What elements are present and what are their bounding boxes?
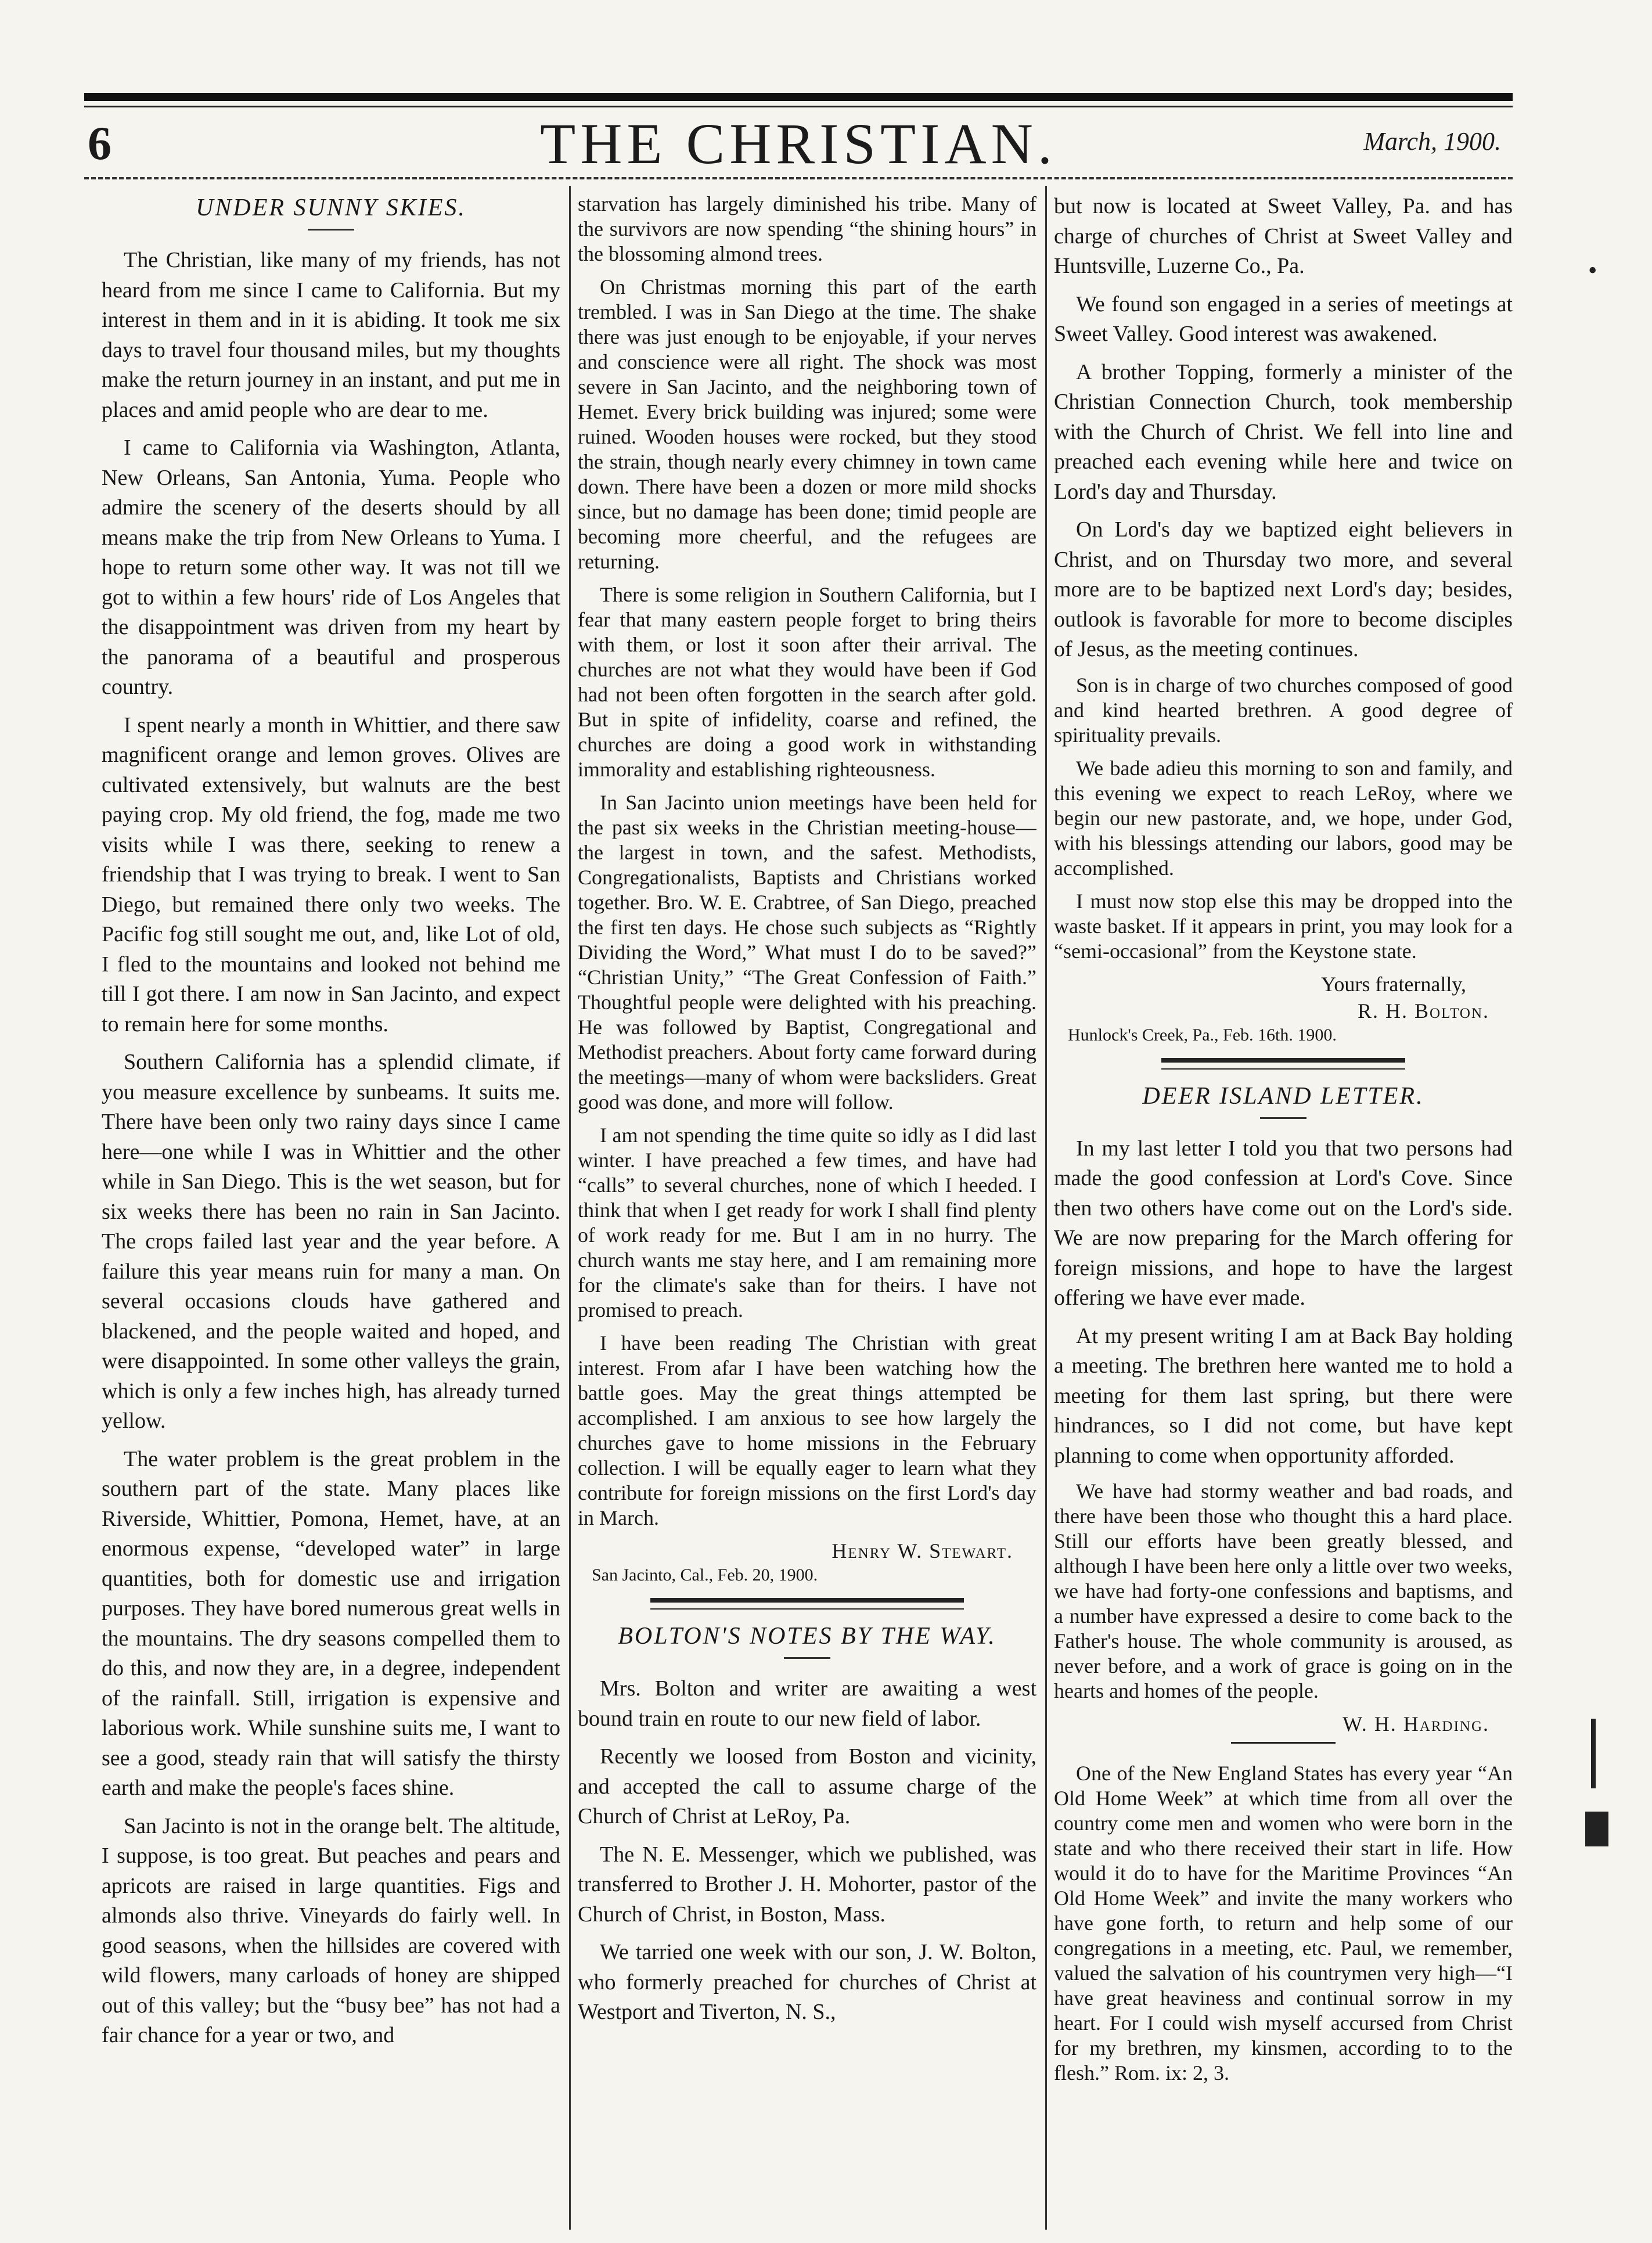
article-paragraph: On Christmas morning this part of the earth trembled. I was in San Diego at the time. The shake there was just enough to be enjoyable, if your nerves and conscience were all right. The shock was most severe in San Jacinto, and the neighboring town of Hemet. Every brick building was injured; some were ruined. Wooden houses were rocked, but they stood the strain, though nearly every chimney in town came down. There have been a dozen or more mild shocks since, but no damage has been done; timid people are becoming more cheerful, and the refugees are returning. (578, 275, 1036, 573)
article-separator (650, 1598, 964, 1610)
author-signature: Henry W. Stewart. (832, 1539, 1013, 1562)
margin-scan-mark: • (1588, 256, 1597, 285)
column-rule-1 (569, 186, 571, 2230)
article-paragraph: starvation has largely diminished his tribe. Many of the survivors are now spending “the shining hours” in the blossoming almond trees. (578, 192, 1036, 265)
article-paragraph: We found son engaged in a series of meetings at Sweet Valley. Good interest was awakened. (1054, 291, 1513, 346)
article-paragraph: The Christian, like many of my friends, has not heard from me since I came to California. But my interest in them and in it is abiding. It took me six days to travel four thousand miles, but my thoughts make the return journey in an instant, and put me in places and amid people who are dear to me. (102, 248, 560, 422)
masthead (84, 110, 1513, 174)
article-paragraph: I came to California via Washington, Atlanta, New Orleans, San Antonia, Yuma. People who admire the scenery of the deserts should by all means make the trip from New Orleans to Yuma. I hope to return some other way. It was not till we got to within a few hours' ride of Los Angeles that the disappointment was driven from my heart by the panorama of a beautiful and prosperous country. (102, 435, 560, 699)
title-underline (1260, 1117, 1307, 1119)
article-paragraph: I am not spending the time quite so idly as I did last winter. I have preached a few times, and have had “calls” to several churches, none of which I heeded. I think that when I get ready for work I shall find plenty of work ready for me. But I am in no hurry. The church wants me stay here, and I am remaining more for the climate's sake than for theirs. I have not promised to preach. (578, 1124, 1036, 1322)
title-underline (784, 1657, 830, 1659)
closing-salutation: Yours fraternally, (1321, 972, 1466, 996)
masthead-heavy-rule (84, 93, 1513, 101)
article-separator (1161, 1058, 1405, 1070)
issue-date: March, 1900. (1363, 127, 1501, 156)
article-paragraph: At my present writing I am at Back Bay holding a meeting. The brethren here wanted me to hold a meeting for them last spring, but there were hindrances, so I did not come, but have kept planning to come when opportunity afforded. (1054, 1323, 1513, 1468)
article-paragraph: I must now stop else this may be dropped into the waste basket. If it appears in print, you may look for a “semi-occasional” from the Keystone state. (1054, 889, 1513, 963)
article-paragraph: On Lord's day we baptized eight believers in Christ, and on Thursday two more, and several more are to be baptized next Lord's day; besides, outlook is favorable for more to become disciples of Jesus, as the meeting continues. (1054, 517, 1513, 661)
article-paragraph: but now is located at Sweet Valley, Pa. and has charge of churches of Christ at Sweet Valley and Huntsville, Luzerne Co., Pa. (1054, 194, 1513, 278)
article-paragraph: Mrs. Bolton and writer are awaiting a west bound train en route to our new field of labor. (578, 1676, 1036, 1731)
article-paragraph: Southern California has a splendid climate, if you measure excellence by sunbeams. It suits me. There have been only two rainy days since I came here—one while I was in Whittier and the other while in San Diego. This is the wet season, but for six weeks there has been no rain in San Jacinto. The crops failed last year and the year before. A failure this year means ruin for many a man. On several occasions clouds have gathered and blackened, and the people waited and hoped, and were disappointed. In some other valleys the grain, which is only a few inches high, has already turned yellow. (102, 1050, 560, 1433)
header-dashed-rule (84, 177, 1513, 179)
author-signature: W. H. Harding. (1343, 1712, 1489, 1736)
article-title-boltons-notes: BOLTON'S NOTES BY THE WAY. (618, 1623, 996, 1650)
article-paragraph: The water problem is the great problem in the southern part of the state. Many places like Riverside, Whittier, Pomona, Hemet, have, at an enormous expense, “developed water” in large quantities, both for domestic use and irrigation purposes. They have bored numerous great wells in the mountains. The dry seasons compelled them to do this, and now they are, in a degree, independent of the rainfall. Still, irrigation is expensive and laborious work. While sunshine suits me, I want to see a good, steady rain that will satisfy the thirsty earth and make the people's faces shine. (102, 1446, 560, 1800)
dateline: San Jacinto, Cal., Feb. 20, 1900. (592, 1565, 818, 1585)
author-signature: R. H. Bolton. (1358, 999, 1489, 1023)
article-paragraph: I have been reading The Christian with great interest. From afar I have been watching how the battle goes. May the great things attempted be accomplished. I am anxious to see how largely the churches gave to home missions in the February collection. I will be equally eager to learn what they contribute for foreign missions on the first Lord's day in March. (578, 1331, 1036, 1529)
article-paragraph: One of the New England States has every year “An Old Home Week” at which time from all over the country come men and women who were born in the state and who there received their start in life. How would it do to have for the Maritime Provinces “An Old Home Week” and invite the many workers who have gone forth, to return and help some of our congregations in a meeting, etc. Paul, we remember, valued the salvation of his countrymen very high—“I have great heaviness and continual sorrow in my heart. For I could wish myself accursed from Christ for my brethren, my kinsmen, according to to the flesh.” Rom. ix: 2, 3. (1054, 1762, 1513, 2084)
column-rule-2 (1045, 186, 1047, 2230)
column-1 (102, 192, 560, 2224)
article-paragraph: The N. E. Messenger, which we published, was transferred to Brother J. H. Mohorter, pastor of the Church of Christ, in Boston, Mass. (578, 1842, 1036, 1927)
article-paragraph: Recently we loosed from Boston and vicinity, and accepted the call to assume charge of the Church of Christ at LeRoy, Pa. (578, 1744, 1036, 1828)
article-title-under-sunny-skies: UNDER SUNNY SKIES. (196, 195, 466, 221)
article-paragraph: We have had stormy weather and bad roads, and there have been those who thought this a hard place. Still our efforts have been greatly blessed, and although I have been here only a little over two weeks, we have had forty-one confessions and baptisms, and a number have expressed a desire to come back to the Father's house. The whole community is aroused, as never before, and a work of grace is going on in the hearts and homes of the people. (1054, 1479, 1513, 1702)
page-number: 6 (88, 117, 111, 170)
article-separator (1231, 1742, 1336, 1744)
dateline: Hunlock's Creek, Pa., Feb. 16th. 1900. (1068, 1025, 1337, 1045)
article-paragraph: We tarried one week with our son, J. W. Bolton, who formerly preached for churches of Christ at Westport and Tiverton, N. S., (578, 1940, 1036, 2024)
article-paragraph: In my last letter I told you that two persons had made the good confession at Lord's Cove. Since then two others have come out on the Lord's side. We are now preparing for the March offering for foreign missions, and hope to have the largest offering we have ever made. (1054, 1136, 1513, 1310)
article-paragraph: I spent nearly a month in Whittier, and there saw magnificent orange and lemon groves. Olives are cultivated extensively, but walnuts are the best paying crop. My old friend, the fog, made me two visits while I was there, seeking to renew a friendship that I was trying to break. I went to San Diego, but remained there only two weeks. The Pacific fog still sought me out, and, like Lot of old, I fled to the mountains and looked not behind me till I got there. I am now in San Jacinto, and expect to remain here for some months. (102, 712, 560, 1036)
margin-scan-mark (1591, 1719, 1596, 1788)
article-paragraph: In San Jacinto union meetings have been held for the past six weeks in the Christian meeting-house—the largest in town, and the safest. Methodists, Congregationalists, Baptists and Christians worked together. Bro. W. E. Crabtree, of San Diego, preached the first ten days. He chose such subjects as “Rightly Dividing the Word,” What must I do to be saved?” “Christian Unity,” “The Great Confession of Faith.” Thoughtful people were delighted with his preaching. He was followed by Baptist, Congregational and Methodist preachers. About forty came forward during the meetings—many of whom were backsliders. Great good was done, and more will follow. (578, 791, 1036, 1114)
article-paragraph: There is some religion in Southern California, but I fear that many eastern people forget to bring theirs with them, or lost it soon after their arrival. The churches are not what they would have been if God had not been often forgotten in the search after gold. But in spite of infidelity, coarse and refined, the churches are doing a good work in withstanding immorality and establishing righteousness. (578, 583, 1036, 781)
article-paragraph: We bade adieu this morning to son and family, and this evening we expect to reach LeRoy, where we begin our new pastorate, and, we hope, under God, with his blessings attending our labors, good may be accomplished. (1054, 756, 1513, 880)
title-underline (308, 229, 354, 231)
masthead-thin-rule (84, 106, 1513, 107)
column-2 (578, 192, 1036, 2224)
article-paragraph: San Jacinto is not in the orange belt. The altitude, I suppose, is too great. But peaches and pears and apricots are raised in large quantities. Figs and almonds also thrive. Vineyards do fairly well. In good seasons, when the hillsides are covered with wild flowers, many carloads of honey are shipped out of this valley; but the “busy bee” has not had a fair chance for a year or two, and (102, 1813, 560, 2047)
margin-scan-mark (1585, 1812, 1608, 1846)
article-paragraph: A brother Topping, formerly a minister of the Christian Connection Church, took membership with the Church of Christ. We fell into line and preached each evening while here and twice on Lord's day and Thursday. (1054, 359, 1513, 504)
column-3 (1054, 192, 1513, 2224)
newspaper-title: THE CHRISTIAN. (540, 111, 1057, 176)
article-title-deer-island-letter: DEER ISLAND LETTER. (1142, 1082, 1424, 1110)
article-paragraph: Son is in charge of two churches composed of good and kind hearted brethren. A good degree of spirituality prevails. (1054, 673, 1513, 747)
